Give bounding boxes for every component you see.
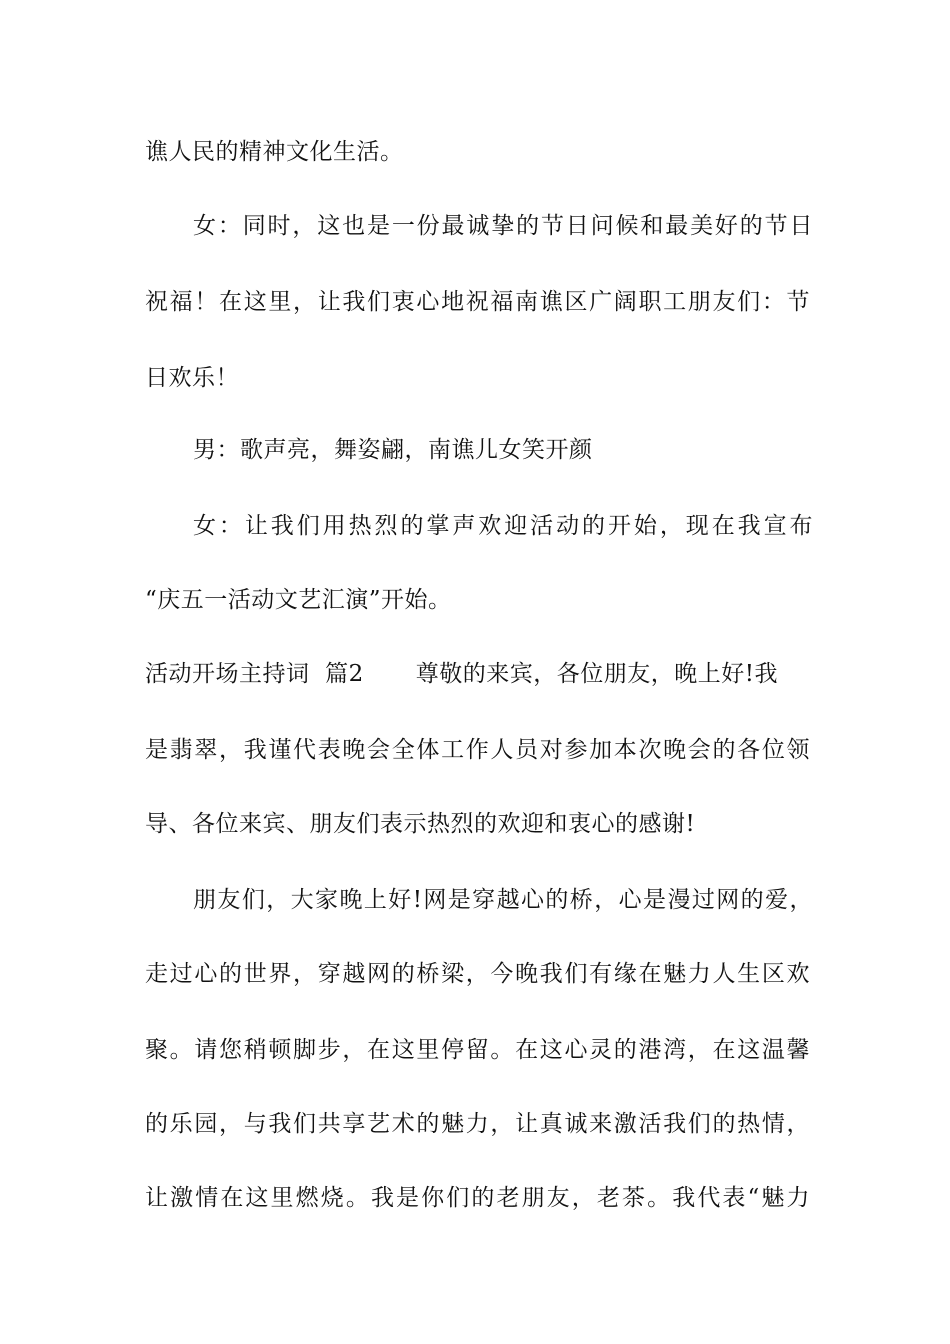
- text-line: 男：歌声亮，舞姿翩，南谯儿女笑开颜: [193, 437, 593, 463]
- text-line: 谯人民的精神文化生活。: [145, 139, 404, 165]
- section-first-text: 尊敬的来宾，各位朋友，晚上好!我: [415, 661, 779, 687]
- section-heading: 活动开场主持词 篇2: [145, 661, 364, 687]
- text-line: “庆五一活动文艺汇演”开始。: [145, 587, 452, 613]
- text-line: 的乐园，与我们共享艺术的魅力，让真诚来激活我们的热情，: [145, 1111, 810, 1137]
- text-line: 朋友们，大家晚上好!网是穿越心的桥，心是漫过网的爱，: [193, 887, 813, 913]
- text-line: 日欢乐！: [145, 365, 239, 391]
- text-line: 是翡翠，我谨代表晚会全体工作人员对参加本次晚会的各位领: [145, 737, 810, 763]
- text-line: 让激情在这里燃烧。我是你们的老朋友，老茶。我代表“魅力: [145, 1185, 810, 1211]
- text-line: 祝福！在这里，让我们衷心地祝福南谯区广阔职工朋友们：节: [145, 289, 810, 315]
- text-line: 聚。请您稍顿脚步，在这里停留。在这心灵的港湾，在这温馨: [145, 1037, 810, 1063]
- section-line: [145, 654, 810, 694]
- text-line: 导、各位来宾、朋友们表示热烈的欢迎和衷心的感谢!: [145, 811, 696, 837]
- text-line: 走过心的世界，穿越网的桥梁，今晚我们有缘在魅力人生区欢: [145, 961, 810, 987]
- text-line: 女：同时，这也是一份最诚挚的节日问候和最美好的节日: [193, 213, 813, 239]
- text-line: 女：让我们用热烈的掌声欢迎活动的开始，现在我宣布: [193, 513, 813, 539]
